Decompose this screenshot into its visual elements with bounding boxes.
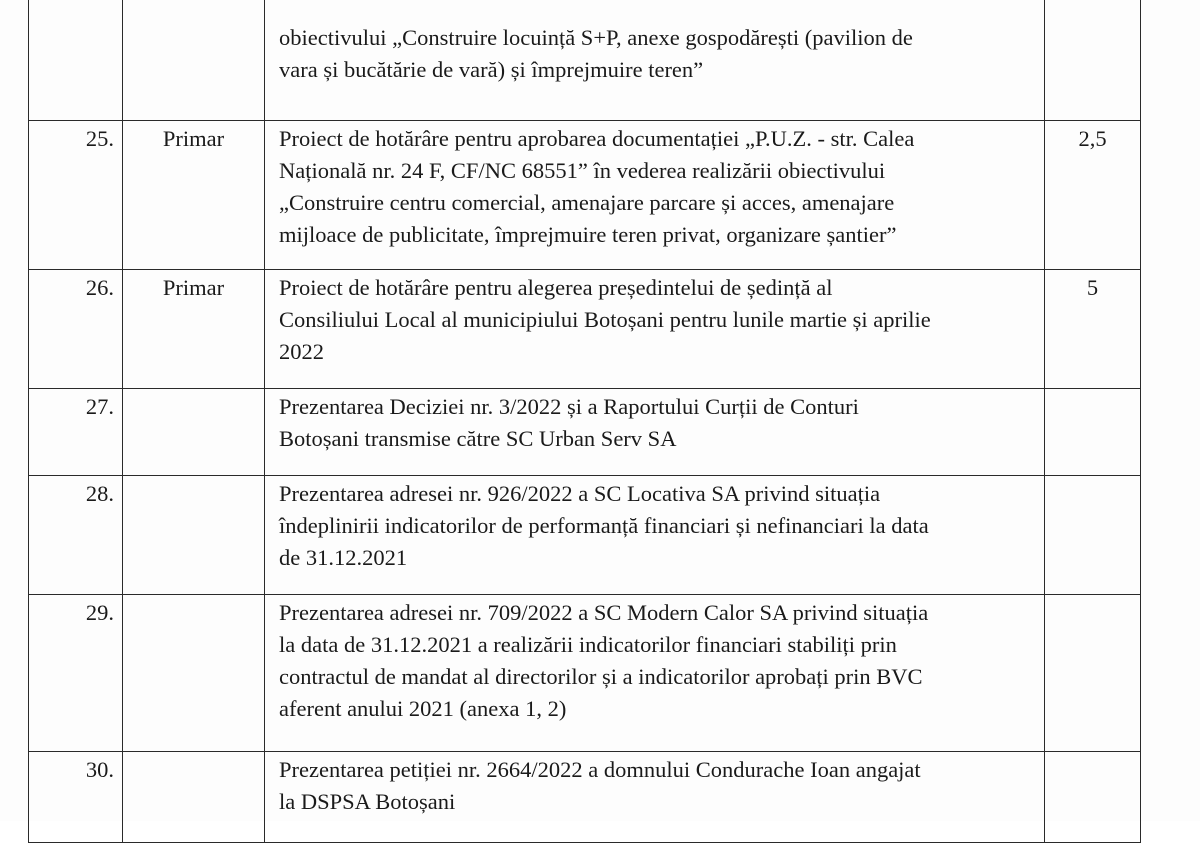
item-number: [29, 0, 123, 121]
item-initiator: [123, 752, 265, 843]
item-number: 28.: [29, 476, 123, 595]
item-description: [265, 389, 1045, 476]
item-number: 27.: [29, 389, 123, 476]
table-row: [29, 121, 1141, 270]
item-initiator: [123, 595, 265, 752]
description-line: Prezentarea petiției nr. 2664/2022 a domnului Condurache Ioan angajat: [279, 757, 921, 782]
item-description: [265, 476, 1045, 595]
item-number: 29.: [29, 595, 123, 752]
description-line: 2022: [279, 339, 324, 364]
description-line: „Construire centru comercial, amenajare parcare și acces, amenajare: [279, 190, 895, 215]
item-number: 26.: [29, 270, 123, 389]
item-time: [1045, 476, 1141, 595]
item-description: [265, 752, 1045, 843]
description-line: Prezentarea adresei nr. 709/2022 a SC Modern Calor SA privind situația: [279, 600, 929, 625]
item-time: [1045, 595, 1141, 752]
table-row: [29, 476, 1141, 595]
table-row: [29, 389, 1141, 476]
description-line: Botoșani transmise către SC Urban Serv SA: [279, 426, 677, 451]
item-initiator: Primar: [123, 270, 265, 389]
item-description: [265, 0, 1045, 121]
item-initiator: [123, 476, 265, 595]
table-row: [29, 0, 1141, 121]
item-time: [1045, 0, 1141, 121]
description-line: Prezentarea Deciziei nr. 3/2022 și a Raportului Curții de Conturi: [279, 394, 859, 419]
item-time: 5: [1045, 270, 1141, 389]
item-initiator: [123, 0, 265, 121]
agenda-table: [28, 0, 1141, 843]
description-line: mijloace de publicitate, împrejmuire teren privat, organizare șantier”: [279, 222, 897, 247]
item-time: [1045, 752, 1141, 843]
description-line: Prezentarea adresei nr. 926/2022 a SC Locativa SA privind situația: [279, 481, 881, 506]
item-description: [265, 121, 1045, 270]
description-line: vara și bucătărie de vară) și împrejmuire teren”: [279, 57, 704, 82]
description-line: Consiliului Local al municipiului Botoșani pentru lunile martie și aprilie: [279, 307, 931, 332]
description-line: obiectivului „Construire locuință S+P, anexe gospodărești (pavilion de: [279, 25, 913, 50]
item-description: [265, 595, 1045, 752]
description-line: Proiect de hotărâre pentru aprobarea documentației „P.U.Z. - str. Calea: [279, 126, 915, 151]
table-row: [29, 270, 1141, 389]
item-number: 25.: [29, 121, 123, 270]
description-line: la data de 31.12.2021 a realizării indicatorilor financiari stabiliți prin: [279, 632, 897, 657]
description-line: Națională nr. 24 F, CF/NC 68551” în vederea realizării obiectivului: [279, 158, 886, 183]
description-line: Proiect de hotărâre pentru alegerea președintelui de ședință al: [279, 275, 833, 300]
description-line: la DSPSA Botoșani: [279, 789, 456, 814]
item-initiator: [123, 389, 265, 476]
item-description: [265, 270, 1045, 389]
description-line: aferent anului 2021 (anexa 1, 2): [279, 696, 567, 721]
description-line: contractul de mandat al directorilor și a indicatorilor aprobați prin BVC: [279, 664, 923, 689]
description-line: de 31.12.2021: [279, 545, 408, 570]
table-row: [29, 752, 1141, 843]
item-time: [1045, 389, 1141, 476]
item-initiator: Primar: [123, 121, 265, 270]
table-row: [29, 595, 1141, 752]
description-line: îndeplinirii indicatorilor de performanță financiari și nefinanciari la data: [279, 513, 929, 538]
item-number: 30.: [29, 752, 123, 843]
item-time: 2,5: [1045, 121, 1141, 270]
